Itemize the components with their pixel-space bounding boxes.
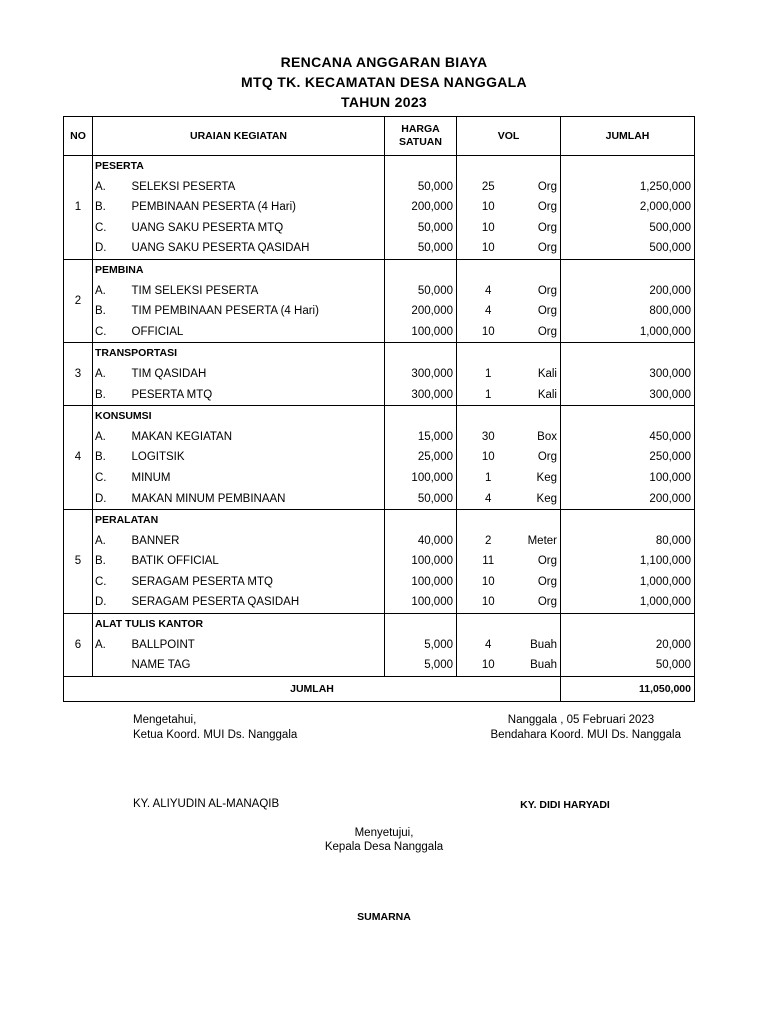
right-sign-role: Bendahara Koord. MUI Ds. Nanggala bbox=[490, 729, 681, 741]
table-row bbox=[64, 281, 695, 302]
item-quantity: 4 bbox=[485, 638, 492, 651]
item-total: 1,000,000 bbox=[561, 322, 695, 343]
group-number: 5 bbox=[64, 510, 93, 614]
item-unit-price: 25,000 bbox=[385, 447, 457, 468]
item-description: NAME TAG bbox=[130, 655, 385, 676]
header-vol: VOL bbox=[457, 117, 561, 156]
left-sign-greeting: Mengetahui, bbox=[133, 714, 197, 726]
empty-unit-cell bbox=[520, 156, 561, 177]
empty-unit-cell bbox=[520, 259, 561, 280]
item-total: 500,000 bbox=[561, 238, 695, 259]
item-unit: Org bbox=[520, 551, 561, 572]
right-sign-date: Nanggala , 05 Februari 2023 bbox=[507, 714, 655, 726]
item-description: PESERTA MTQ bbox=[130, 385, 385, 406]
document-title: RENCANA ANGGARAN BIAYA bbox=[280, 54, 488, 70]
item-description: UANG SAKU PESERTA QASIDAH bbox=[130, 238, 385, 259]
empty-qty-cell bbox=[457, 259, 520, 280]
table-row bbox=[64, 447, 695, 468]
table-row bbox=[64, 364, 695, 385]
item-quantity: 1 bbox=[485, 471, 492, 484]
category-row bbox=[64, 406, 695, 427]
item-letter: A. bbox=[95, 367, 106, 380]
table-row bbox=[64, 301, 695, 322]
item-quantity: 10 bbox=[481, 201, 495, 214]
item-unit-price: 300,000 bbox=[385, 364, 457, 385]
item-unit-price: 15,000 bbox=[385, 427, 457, 448]
center-sign-role: Kepala Desa Nanggala bbox=[324, 841, 444, 853]
empty-total-cell bbox=[561, 510, 695, 531]
table-row bbox=[64, 218, 695, 239]
category-label: PEMBINA bbox=[93, 259, 385, 280]
empty-unit-cell bbox=[520, 343, 561, 364]
item-description: TIM QASIDAH bbox=[130, 364, 385, 385]
table-row bbox=[64, 238, 695, 259]
table-row bbox=[64, 572, 695, 593]
table-header-row bbox=[64, 117, 695, 156]
item-unit: Kali bbox=[520, 385, 561, 406]
item-letter: B. bbox=[95, 451, 106, 464]
group-number: 6 bbox=[64, 614, 93, 677]
item-total: 1,000,000 bbox=[561, 572, 695, 593]
table-body bbox=[64, 156, 695, 677]
left-sign-role: Ketua Koord. MUI Ds. Nanggala bbox=[133, 729, 298, 741]
item-total: 300,000 bbox=[561, 364, 695, 385]
item-letter: B. bbox=[95, 555, 106, 568]
item-quantity: 10 bbox=[481, 575, 495, 588]
item-letter: A. bbox=[95, 534, 106, 547]
item-description: TIM PEMBINAAN PESERTA (4 Hari) bbox=[130, 301, 385, 322]
item-total: 250,000 bbox=[561, 447, 695, 468]
table-row bbox=[64, 655, 695, 676]
item-letter: A. bbox=[95, 180, 106, 193]
item-description: SELEKSI PESERTA bbox=[130, 177, 385, 198]
empty-price-cell bbox=[385, 343, 457, 364]
item-total: 2,000,000 bbox=[561, 197, 695, 218]
item-unit-price: 200,000 bbox=[385, 197, 457, 218]
left-sign-name: KY. ALIYUDIN AL-MANAQIB bbox=[133, 798, 280, 810]
item-unit-price: 100,000 bbox=[385, 551, 457, 572]
item-description: MINUM bbox=[130, 468, 385, 489]
group-number: 2 bbox=[64, 259, 93, 342]
empty-price-cell bbox=[385, 259, 457, 280]
item-quantity: 10 bbox=[457, 238, 520, 259]
item-unit: Org bbox=[520, 197, 561, 218]
item-letter: D. bbox=[93, 238, 130, 259]
item-description: BANNER bbox=[130, 531, 385, 552]
category-label: KONSUMSI bbox=[93, 406, 385, 427]
total-label: JUMLAH bbox=[64, 676, 561, 701]
budget-table bbox=[63, 116, 695, 702]
item-quantity: 11 bbox=[482, 555, 495, 568]
item-unit-price: 100,000 bbox=[385, 572, 457, 593]
item-quantity: 30 bbox=[481, 430, 495, 443]
item-description: PEMBINAAN PESERTA (4 Hari) bbox=[130, 197, 385, 218]
document-year: TAHUN 2023 bbox=[341, 94, 427, 110]
item-unit: Box bbox=[520, 427, 561, 448]
empty-price-cell bbox=[385, 510, 457, 531]
table-row bbox=[64, 427, 695, 448]
empty-total-cell bbox=[561, 343, 695, 364]
item-total: 500,000 bbox=[561, 218, 695, 239]
item-unit: Org bbox=[520, 447, 561, 468]
item-total: 1,100,000 bbox=[561, 551, 695, 572]
item-unit: Org bbox=[520, 322, 561, 343]
item-unit-price: 200,000 bbox=[385, 301, 457, 322]
item-unit: Meter bbox=[520, 531, 561, 552]
table-row bbox=[64, 489, 695, 510]
right-sign-name: KY. DIDI HARYADI bbox=[520, 799, 610, 811]
category-row bbox=[64, 259, 695, 280]
item-letter: A. bbox=[95, 638, 106, 651]
empty-total-cell bbox=[561, 614, 695, 635]
item-letter: B. bbox=[93, 385, 130, 406]
category-label: TRANSPORTASI bbox=[93, 343, 385, 364]
empty-qty-cell bbox=[457, 614, 520, 635]
item-description: LOGITSIK bbox=[130, 447, 385, 468]
item-description: OFFICIAL bbox=[130, 322, 385, 343]
item-description: MAKAN MINUM PEMBINAAN bbox=[130, 489, 385, 510]
item-letter: D. bbox=[93, 592, 130, 613]
item-total: 450,000 bbox=[561, 427, 695, 448]
item-unit: Buah bbox=[520, 655, 561, 676]
item-total: 200,000 bbox=[561, 489, 695, 510]
item-letter bbox=[93, 655, 130, 676]
group-number: 4 bbox=[64, 406, 93, 510]
center-sign-name: SUMARNA bbox=[357, 911, 411, 923]
item-total: 1,000,000 bbox=[561, 592, 695, 613]
empty-total-cell bbox=[561, 156, 695, 177]
item-unit: Org bbox=[520, 177, 561, 198]
item-total: 200,000 bbox=[561, 281, 695, 302]
item-unit-price: 50,000 bbox=[385, 218, 457, 239]
item-letter: C. bbox=[95, 221, 107, 234]
item-unit-price: 50,000 bbox=[385, 489, 457, 510]
table-row bbox=[64, 197, 695, 218]
table-row bbox=[64, 592, 695, 613]
item-letter: D. bbox=[93, 489, 130, 510]
item-total: 20,000 bbox=[561, 635, 695, 656]
empty-total-cell bbox=[561, 259, 695, 280]
item-total: 100,000 bbox=[561, 468, 695, 489]
item-description: BATIK OFFICIAL bbox=[130, 551, 385, 572]
item-unit-price: 50,000 bbox=[385, 281, 457, 302]
item-quantity: 25 bbox=[481, 180, 495, 193]
table-row bbox=[64, 322, 695, 343]
item-unit: Buah bbox=[520, 635, 561, 656]
group-number: 3 bbox=[64, 343, 93, 406]
item-unit: Keg bbox=[520, 468, 561, 489]
item-unit-price: 100,000 bbox=[385, 322, 457, 343]
item-quantity: 4 bbox=[485, 305, 492, 318]
item-unit: Org bbox=[520, 572, 561, 593]
category-row bbox=[64, 156, 695, 177]
header-harga-line1: HARGA bbox=[401, 123, 440, 135]
empty-qty-cell bbox=[457, 343, 520, 364]
item-description: SERAGAM PESERTA MTQ bbox=[130, 572, 385, 593]
item-letter: C. bbox=[95, 575, 107, 588]
item-quantity: 4 bbox=[485, 284, 492, 297]
empty-total-cell bbox=[561, 406, 695, 427]
table-row bbox=[64, 551, 695, 572]
item-quantity: 10 bbox=[457, 322, 520, 343]
item-letter: A. bbox=[95, 430, 106, 443]
empty-price-cell bbox=[385, 156, 457, 177]
table-row bbox=[64, 177, 695, 198]
item-description: BALLPOINT bbox=[130, 635, 385, 656]
center-sign-greeting: Menyetujui, bbox=[354, 827, 414, 839]
item-description: UANG SAKU PESERTA MTQ bbox=[130, 218, 385, 239]
table-row bbox=[64, 635, 695, 656]
item-unit: Org bbox=[520, 281, 561, 302]
item-unit-price: 300,000 bbox=[385, 385, 457, 406]
header-harga bbox=[385, 117, 457, 156]
empty-unit-cell bbox=[520, 614, 561, 635]
category-label: PERALATAN bbox=[93, 510, 385, 531]
header-harga-line2: SATUAN bbox=[399, 136, 442, 148]
header-uraian: URAIAN KEGIATAN bbox=[93, 117, 385, 156]
table-row bbox=[64, 531, 695, 552]
empty-qty-cell bbox=[457, 156, 520, 177]
item-quantity: 1 bbox=[485, 367, 492, 380]
empty-unit-cell bbox=[520, 510, 561, 531]
group-number: 1 bbox=[64, 156, 93, 260]
item-total: 50,000 bbox=[561, 655, 695, 676]
item-unit: Org bbox=[520, 592, 561, 613]
item-letter: C. bbox=[95, 471, 107, 484]
item-unit-price: 100,000 bbox=[385, 468, 457, 489]
category-row bbox=[64, 614, 695, 635]
item-quantity: 4 bbox=[457, 489, 520, 510]
category-row bbox=[64, 343, 695, 364]
item-total: 300,000 bbox=[561, 385, 695, 406]
item-unit-price: 50,000 bbox=[385, 177, 457, 198]
item-quantity: 1 bbox=[457, 385, 520, 406]
category-label: PESERTA bbox=[93, 156, 385, 177]
item-unit: Kali bbox=[520, 364, 561, 385]
item-total: 80,000 bbox=[561, 531, 695, 552]
header-jumlah: JUMLAH bbox=[561, 117, 695, 156]
item-description: MAKAN KEGIATAN bbox=[130, 427, 385, 448]
header-no: NO bbox=[64, 117, 93, 156]
item-unit-price: 5,000 bbox=[385, 655, 457, 676]
item-letter: B. bbox=[95, 201, 106, 214]
category-label: ALAT TULIS KANTOR bbox=[93, 614, 385, 635]
item-unit-price: 100,000 bbox=[385, 592, 457, 613]
item-total: 1,250,000 bbox=[561, 177, 695, 198]
item-unit-price: 50,000 bbox=[385, 238, 457, 259]
item-quantity: 10 bbox=[457, 592, 520, 613]
total-value: 11,050,000 bbox=[561, 676, 695, 701]
item-quantity: 10 bbox=[481, 451, 495, 464]
item-unit: Org bbox=[520, 238, 561, 259]
total-row bbox=[64, 676, 695, 701]
item-quantity: 10 bbox=[481, 221, 495, 234]
empty-unit-cell bbox=[520, 406, 561, 427]
item-unit: Org bbox=[520, 218, 561, 239]
item-letter: A. bbox=[95, 284, 106, 297]
item-letter: C. bbox=[93, 322, 130, 343]
item-quantity: 2 bbox=[485, 534, 492, 547]
empty-price-cell bbox=[385, 614, 457, 635]
item-quantity: 10 bbox=[457, 655, 520, 676]
item-unit: Keg bbox=[520, 489, 561, 510]
empty-qty-cell bbox=[457, 406, 520, 427]
table-row bbox=[64, 385, 695, 406]
item-unit: Org bbox=[520, 301, 561, 322]
category-row bbox=[64, 510, 695, 531]
empty-qty-cell bbox=[457, 510, 520, 531]
table-row bbox=[64, 468, 695, 489]
document-subtitle: MTQ TK. KECAMATAN DESA NANGGALA bbox=[241, 74, 527, 90]
item-total: 800,000 bbox=[561, 301, 695, 322]
empty-price-cell bbox=[385, 406, 457, 427]
item-letter: B. bbox=[95, 305, 106, 318]
item-unit-price: 40,000 bbox=[385, 531, 457, 552]
item-description: TIM SELEKSI PESERTA bbox=[130, 281, 385, 302]
item-description: SERAGAM PESERTA QASIDAH bbox=[130, 592, 385, 613]
item-unit-price: 5,000 bbox=[385, 635, 457, 656]
